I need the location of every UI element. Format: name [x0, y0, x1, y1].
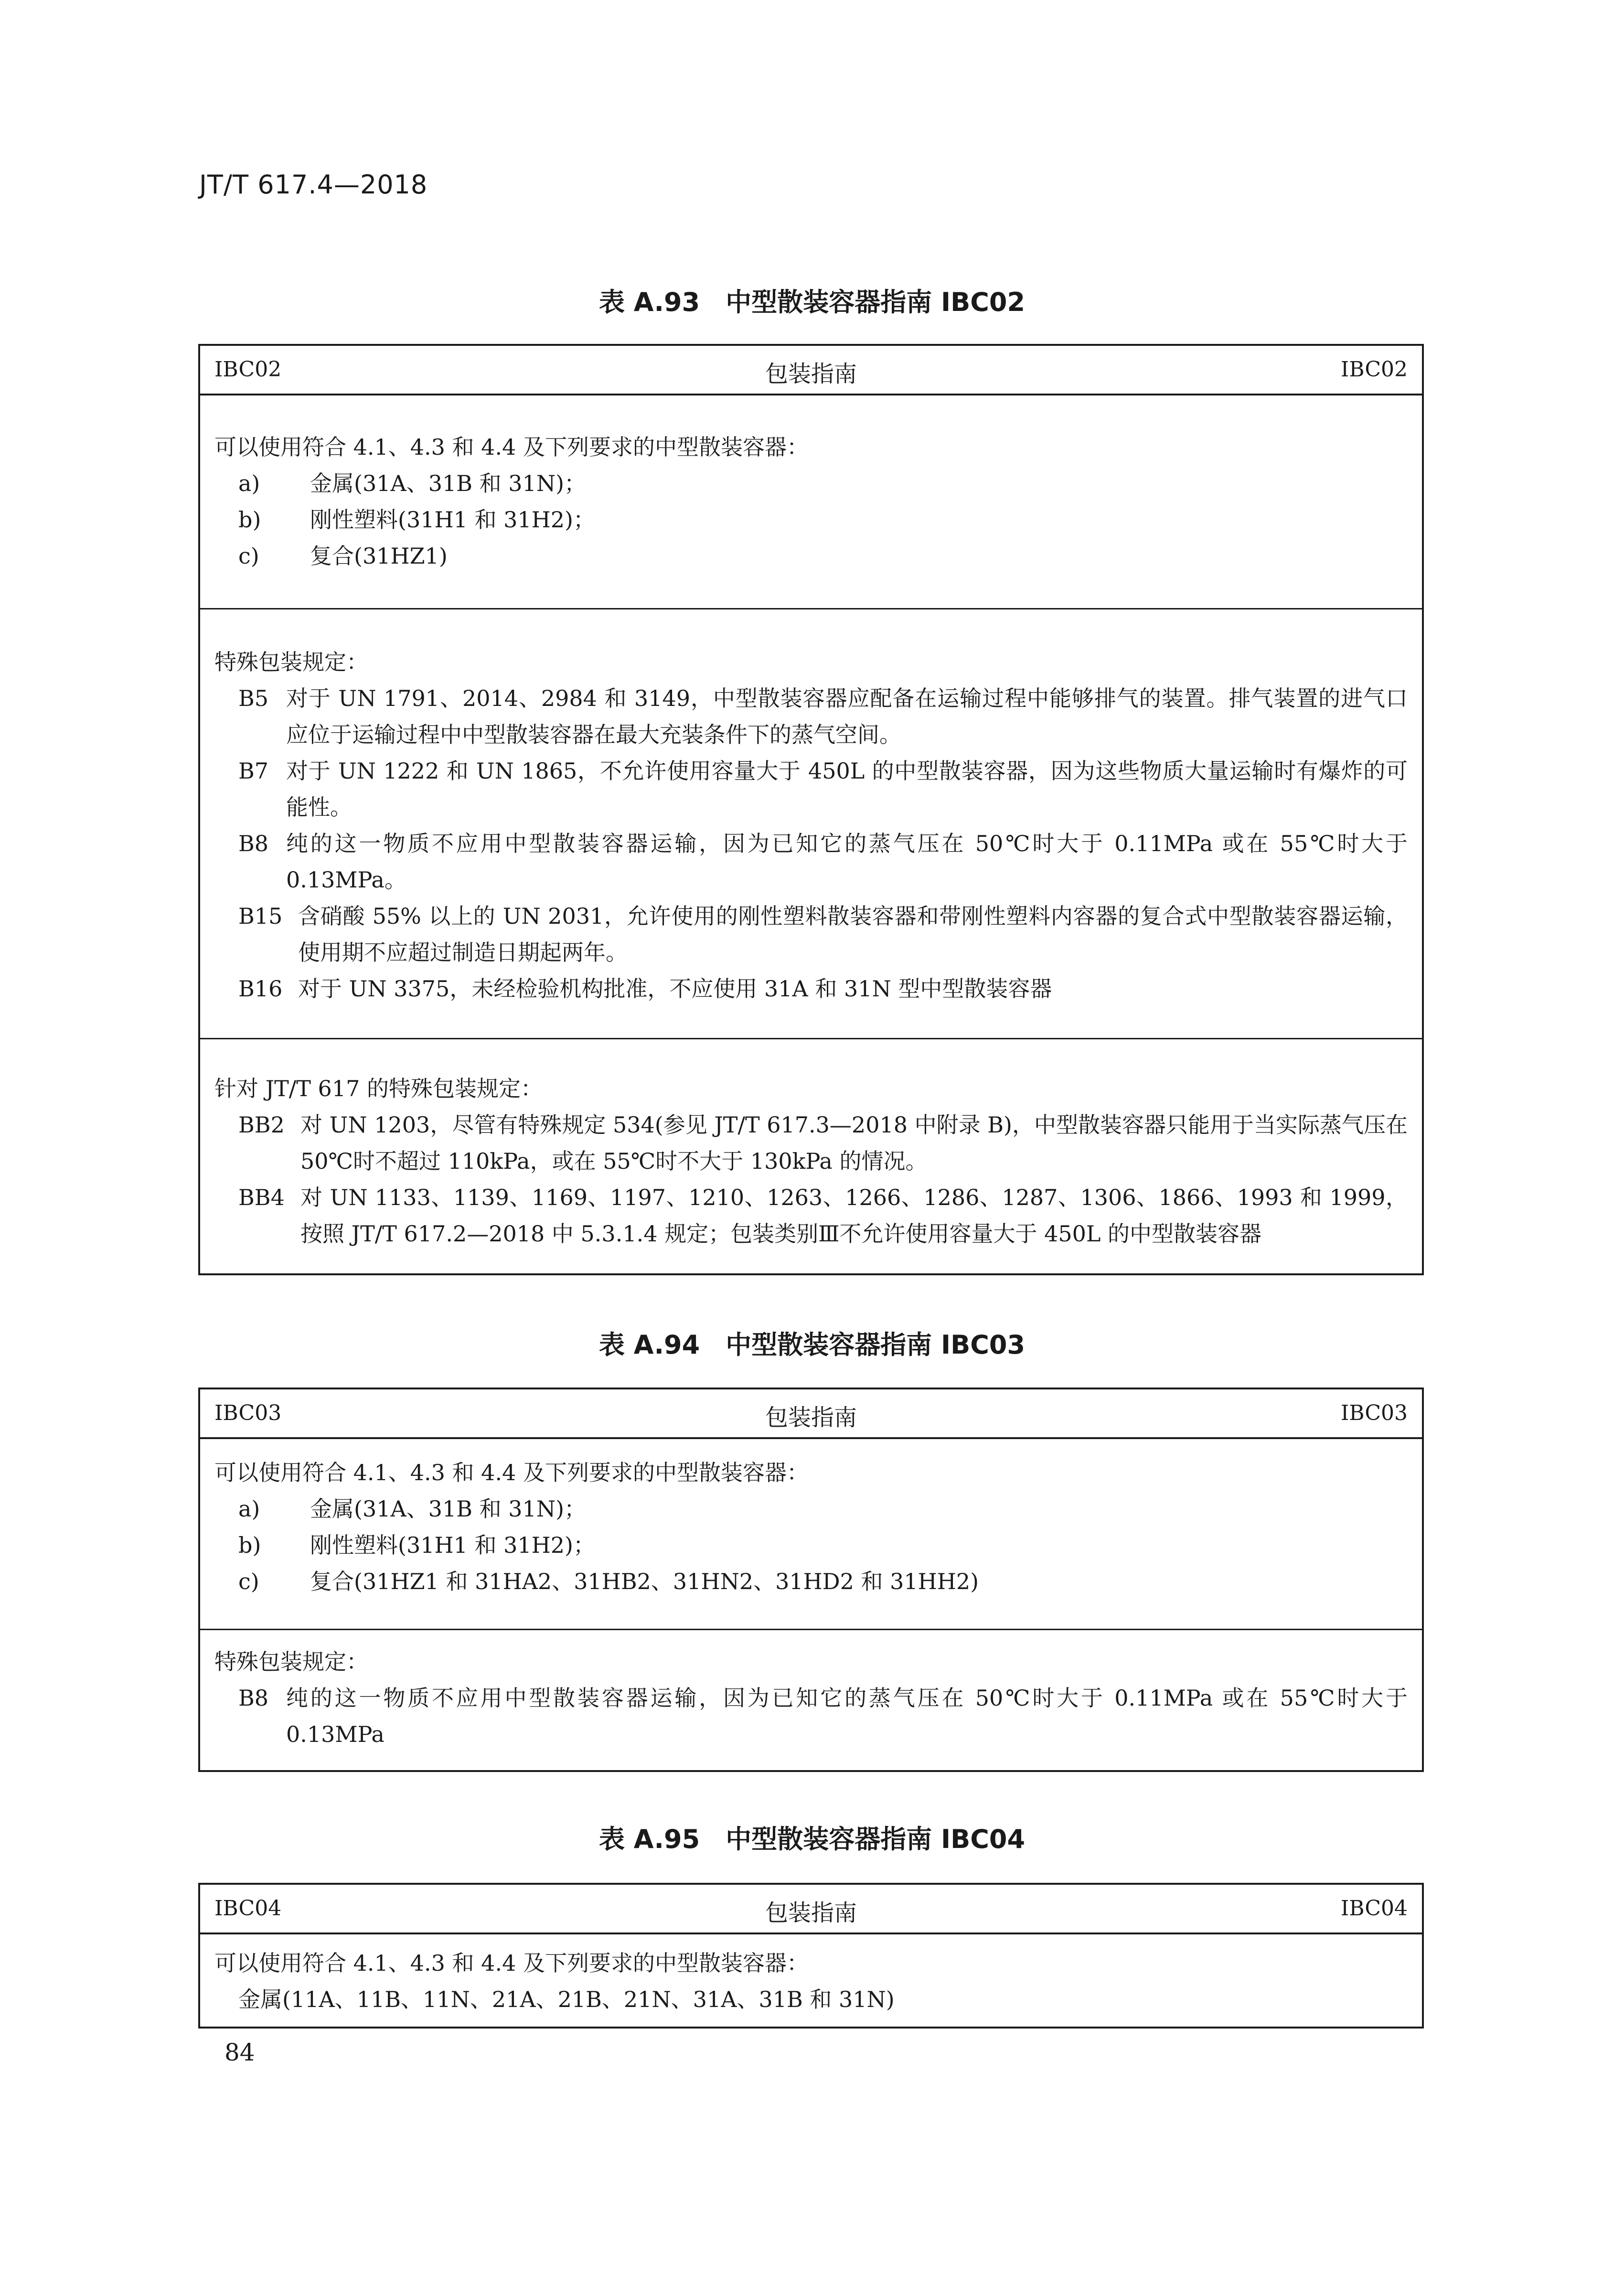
- provision-item: B5 对于 UN 1791、2014、2984 和 3149，中型散装容器应配备在运输过程中能够排气的装置。排气装置的进气口应位于运输过程中中型散装容器在最大充装条件下的蒸气空间。: [238, 685, 1408, 747]
- list-item: b) 刚性塑料(31H1 和 31H2)；: [238, 1532, 595, 1558]
- instruction-code-right: IBC04: [1340, 1896, 1408, 1921]
- provision-item: BB2 对 UN 1203，尽管有特殊规定 534(参见 JT/T 617.3—2018 中附录 B)，中型散装容器只能用于当实际蒸气压在 50℃时不超过 110kPa，或在 55℃时不大于 130kPa 的情况。: [238, 1112, 1408, 1174]
- section-title: 针对 JT/T 617 的特殊包装规定：: [214, 1076, 543, 1101]
- container-types-section: [200, 395, 1422, 609]
- table-heading: 包装指南: [765, 1404, 857, 1431]
- instruction-code-right: IBC02: [1340, 357, 1408, 382]
- packing-instruction-table: [198, 344, 1424, 1275]
- packing-instruction-table: [198, 1883, 1424, 2028]
- list-item: b) 刚性塑料(31H1 和 31H2)；: [238, 507, 595, 533]
- section-title: 特殊包装规定：: [214, 649, 368, 675]
- provision-item: B16 对于 UN 3375，未经检验机构批准，不应使用 31A 和 31N 型中型散装容器: [238, 976, 1052, 1002]
- table-caption: 表 A.93 中型散装容器指南 IBC02: [598, 287, 1026, 317]
- jt-provisions-section: [200, 1039, 1422, 1273]
- list-item: c) 复合(31HZ1): [238, 543, 448, 569]
- provision-item: B15 含硝酸 55% 以上的 UN 2031，允许使用的刚性塑料散装容器和带刚性塑料内容器的复合式中型散装容器运输，使用期不应超过制造日期起两年。: [238, 903, 1408, 965]
- table-caption: 表 A.94 中型散装容器指南 IBC03: [598, 1330, 1026, 1360]
- section-title: 特殊包装规定：: [214, 1649, 368, 1675]
- instruction-code-left: IBC02: [214, 357, 282, 382]
- table-header-row: [200, 346, 1422, 395]
- table-header-row: [200, 1885, 1422, 1934]
- intro-text: 可以使用符合 4.1、4.3 和 4.4 及下列要求的中型散装容器：: [214, 1460, 809, 1485]
- intro-text: 可以使用符合 4.1、4.3 和 4.4 及下列要求的中型散装容器：: [214, 1950, 809, 1976]
- instruction-code-left: IBC03: [214, 1401, 282, 1425]
- table-caption: 表 A.95 中型散装容器指南 IBC04: [598, 1824, 1026, 1854]
- table-heading: 包装指南: [765, 361, 857, 387]
- container-types-section: [200, 1439, 1422, 1630]
- instruction-code-left: IBC04: [214, 1896, 282, 1921]
- container-types-section: [200, 1934, 1422, 2032]
- special-provisions-section: [200, 609, 1422, 1039]
- special-provisions-section: [200, 1630, 1422, 1767]
- table-heading: 包装指南: [765, 1900, 857, 1926]
- list-item: a) 金属(31A、31B 和 31N)；: [238, 470, 587, 496]
- intro-text: 可以使用符合 4.1、4.3 和 4.4 及下列要求的中型散装容器：: [214, 434, 809, 460]
- table-header-row: [200, 1389, 1422, 1439]
- list-item: c) 复合(31HZ1 和 31HA2、31HB2、31HN2、31HD2 和 31HH2): [238, 1569, 979, 1594]
- provision-item: B7 对于 UN 1222 和 UN 1865，不允许使用容量大于 450L 的中型散装容器，因为这些物质大量运输时有爆炸的可能性。: [238, 758, 1408, 820]
- list-item: a) 金属(31A、31B 和 31N)；: [238, 1496, 587, 1522]
- provision-item: B8 纯的这一物质不应用中型散装容器运输，因为已知它的蒸气压在 50℃时大于 0.11MPa 或在 55℃时大于 0.13MPa。: [238, 831, 1408, 893]
- list-item: 金属(11A、11B、11N、21A、21B、21N、31A、31B 和 31N): [238, 1986, 895, 2012]
- provision-item: B8 纯的这一物质不应用中型散装容器运输，因为已知它的蒸气压在 50℃时大于 0.11MPa 或在 55℃时大于 0.13MPa: [238, 1685, 1408, 1747]
- page-number: 84: [224, 2039, 255, 2066]
- provision-item: BB4 对 UN 1133、1139、1169、1197、1210、1263、1266、1286、1287、1306、1866、1993 和 1999，按照 JT/T 617.2—2018 中 5.3.1.4 规定；包装类别Ⅲ不允许使用容量大于 450L 的中型散装容器: [238, 1185, 1408, 1247]
- document-header: JT/T 617.4—2018: [199, 170, 428, 200]
- instruction-code-right: IBC03: [1340, 1401, 1408, 1425]
- packing-instruction-table: [198, 1388, 1424, 1772]
